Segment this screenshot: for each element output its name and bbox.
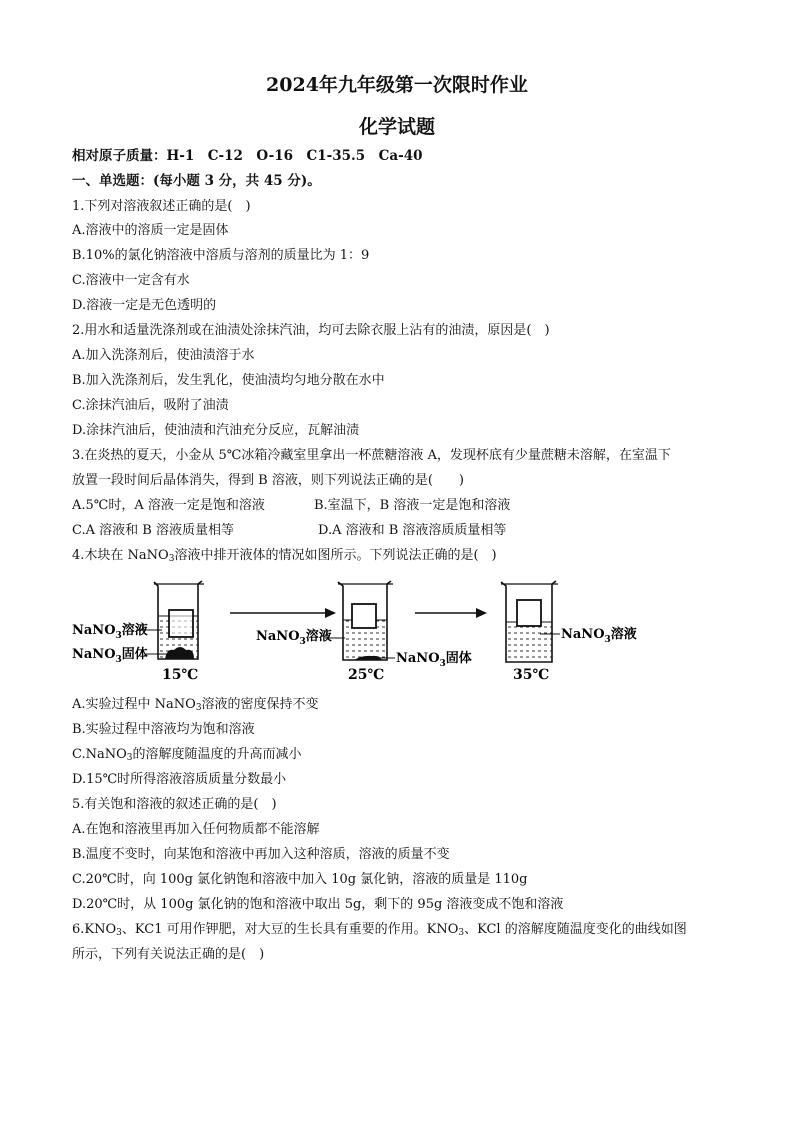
q1-stem: 1.下列对溶液叙述正确的是( ): [72, 199, 251, 214]
q4-option-c: C.NaNO$_3$的溶解度随温度的升高而减小: [72, 747, 302, 763]
arrow-1: [230, 608, 336, 618]
temp-25c: 25℃: [348, 667, 385, 683]
arrow-2: [415, 608, 487, 618]
q5-option-d: D.20℃时，从 100g 氯化钠的饱和溶液中取出 5g，剩下的 95g 溶液变成不饱和溶液: [72, 897, 564, 912]
q6-stem-line2: 所示，下列有关说法正确的是( ): [72, 947, 265, 962]
q2-option-a: A.加入洗涤剂后，使油渍溶于水: [72, 348, 255, 363]
label-solid-2: NaNO$_3$固体: [396, 651, 472, 669]
q4-stem: 4.木块在 NaNO$_3$溶液中排开液体的情况如图所示。下列说法正确的是( ): [72, 548, 497, 564]
q1-option-a: A.溶液中的溶质一定是固体: [72, 223, 229, 238]
beaker-15c: [138, 581, 204, 659]
beaker-35c: [501, 581, 560, 662]
exam-subtitle: 化学试题: [358, 116, 435, 138]
q3-option-c: C.A 溶液和 B 溶液质量相等: [72, 523, 234, 538]
q3-option-b: B.室温下，B 溶液一定是饱和溶液: [314, 498, 511, 513]
exam-title: 2024年九年级第一次限时作业: [266, 74, 528, 96]
section-heading: 一、单选题：(每小题 3 分，共 45 分)。: [72, 173, 321, 189]
atomic-masses: 相对原子质量：H-1 C-12 O-16 C1-35.5 Ca-40: [72, 148, 423, 164]
q2-option-c: C.涂抹汽油后，吸附了油渍: [72, 398, 229, 413]
label-solution-3: NaNO$_3$溶液: [561, 627, 637, 645]
wood-block-1: [169, 610, 193, 637]
q3-stem-line2: 放置一段时间后晶体消失，得到 B 溶液，则下列说法正确的是( ): [72, 473, 464, 488]
q3-option-d: D.A 溶液和 B 溶液溶质质量相等: [318, 523, 507, 538]
q4-option-d: D.15℃时所得溶液溶质质量分数最小: [72, 772, 287, 787]
beaker-25c: [325, 581, 395, 660]
temp-35c: 35℃: [513, 667, 550, 683]
q2-stem: 2.用水和适量洗涤剂或在油渍处涂抹汽油，均可去除衣服上沾有的油渍，原因是( ): [72, 323, 550, 338]
label-solid-1: NaNO$_3$固体: [72, 647, 148, 665]
q6-stem-line1: $6.KNO_3$、KC1 可用作钾肥，对大豆的生长具有重要的作用。$KNO_3$、KCl 的溶解度随温度变化的曲线如图: [72, 922, 687, 938]
beaker-figure: [70, 576, 650, 686]
q5-option-a: A.在饱和溶液里再加入任何物质都不能溶解: [72, 822, 320, 837]
wood-block-3: [517, 600, 541, 626]
q1-option-b: B.10%的氯化钠溶液中溶质与溶剂的质量比为 1：9: [72, 248, 370, 263]
q5-option-c: C.20℃时，向 100g 氯化钠饱和溶液中加入 10g 氯化钠，溶液的质量是 110g: [72, 872, 528, 887]
q3-option-a: A.5℃时，A 溶液一定是饱和溶液: [72, 498, 265, 513]
q1-option-c: C.溶液中一定含有水: [72, 273, 190, 288]
q3-stem-line1: 3.在炎热的夏天，小金从 5℃冰箱冷藏室里拿出一杯蔗糖溶液 A，发现杯底有少量蔗糖未溶解，在室温下: [72, 448, 671, 463]
temp-15c: 15℃: [162, 667, 199, 683]
q4-option-a: A.实验过程中 NaNO$_3$溶液的密度保持不变: [72, 697, 319, 713]
q5-stem: 5.有关饱和溶液的叙述正确的是( ): [72, 797, 277, 812]
q4-option-b: B.实验过程中溶液均为饱和溶液: [72, 722, 255, 737]
q2-option-b: B.加入洗涤剂后，发生乳化，使油渍均匀地分散在水中: [72, 373, 385, 388]
q5-option-b: B.温度不变时，向某饱和溶液中再加入这种溶质，溶液的质量不变: [72, 847, 450, 862]
q2-option-d: D.涂抹汽油后，使油渍和汽油充分反应，瓦解油渍: [72, 423, 360, 438]
label-solution-1: NaNO$_3$溶液: [72, 623, 148, 641]
label-solution-2: NaNO$_3$溶液: [256, 629, 332, 647]
q1-option-d: D.溶液一定是无色透明的: [72, 298, 217, 313]
wood-block-2: [352, 604, 376, 628]
